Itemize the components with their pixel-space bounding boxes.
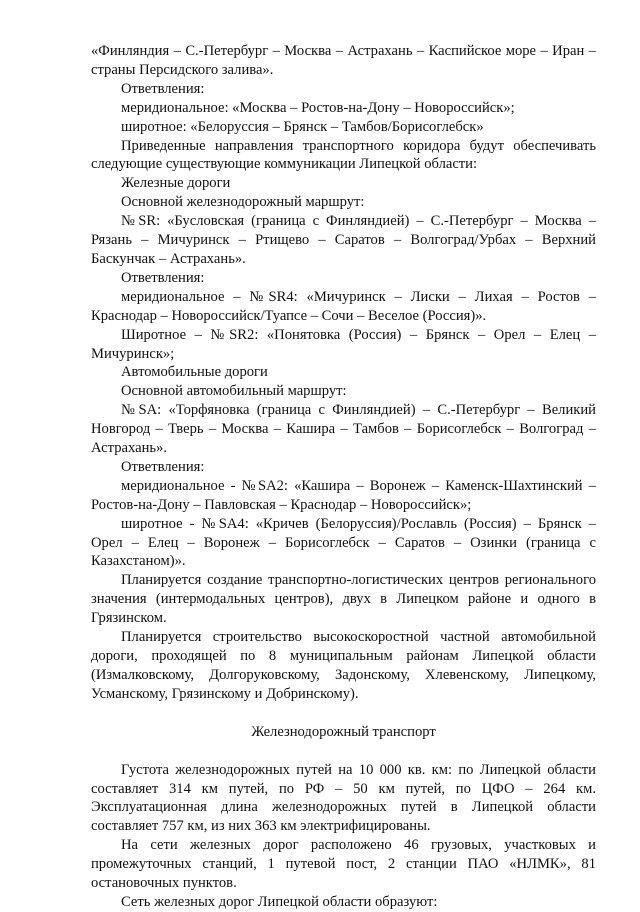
paragraph: Густота железнодорожных путей на 10 000 кв. км: по Липецкой области составляет 314 км путей, по РФ – 50 км путей, по ЦФО – 264 км. Эксплуатационная длина железнодорожных путей в Липецкой области составляет 757 км, из них 363 км электрифицированы.: [91, 761, 596, 835]
paragraph: Основной железнодорожный маршрут:: [121, 194, 365, 211]
paragraph: Ответвления:: [121, 458, 205, 475]
paragraph: «Финляндия – С.-Петербург – Москва – Астрахань – Каспийское море – Иран – страны Персидского залива».: [91, 43, 596, 78]
paragraph: Приведенные направления транспортного коридора будут обеспечивать следующие существующие коммуникации Липецкой области:: [91, 137, 596, 173]
paragraph: широтное - №SA4: «Кричев (Белоруссия)/Рославль (Россия) – Брянск – Орел – Елец – Воронеж – Борисоглебск – Саратов – Озинки (граница с Казахстаном)».: [91, 515, 596, 570]
paragraph: Железные дороги: [121, 175, 231, 192]
paragraph: №SA: «Торфяновка (граница с Финляндией) – С.-Петербург – Великий Новгород – Тверь – Москва – Кашира – Тамбов – Борисоглебск – Волгоград – Астрахань».: [91, 402, 596, 457]
document-body: [91, 42, 596, 912]
paragraph: Планируется строительство высокоскоростной частной автомобильной дороги, проходящей по 8 муниципальным районам Липецкой области (Измалковскому, Долгоруковскому, Задонскому, Хлевенскому, Липецкому, Усманскому, Грязинскому и Добринскому).: [91, 629, 596, 702]
paragraph: Планируется создание транспортно-логистических центров регионального значения (интермодальных центров), двух в Липецком районе и одного в Грязинском.: [91, 572, 596, 627]
paragraph: Ответвления:: [121, 80, 205, 97]
paragraph: Автомобильные дороги: [121, 364, 268, 381]
paragraph: Сеть железных дорог Липецкой области образуют:: [121, 893, 438, 910]
paragraph: №SR: «Бусловская (граница с Финляндией) – С.-Петербург – Москва – Рязань – Мичуринск – Ртищево – Саратов – Волгоград/Урбах – Верхний Баскунчак – Астрахань».: [91, 213, 596, 267]
paragraph: Основной автомобильный маршрут:: [121, 383, 347, 400]
section-heading: Железнодорожный транспорт: [251, 723, 436, 740]
paragraph: На сети железных дорог расположено 46 грузовых, участковых и промежуточных станций, 1 путевой пост, 2 станции ПАО «НЛМК», 81 остановочных пунктов.: [91, 837, 596, 892]
paragraph: Ответвления:: [121, 269, 205, 286]
paragraph: меридиональное – №SR4: «Мичуринск – Лиски – Лихая – Ростов – Краснодар – Новороссийск/Туапсе – Сочи – Веселое (Россия)».: [91, 288, 596, 324]
paragraph: Широтное – №SR2: «Понятовка (Россия) – Брянск – Орел – Елец – Мичуринск»;: [91, 326, 596, 362]
paragraph: меридиональное: «Москва – Ростов-на-Дону – Новороссийск»;: [121, 99, 515, 116]
paragraph: меридиональное - №SA2: «Кашира – Воронеж – Каменск-Шахтинский – Ростов-на-Дону – Павловская – Краснодар – Новороссийск»;: [91, 477, 596, 513]
paragraph: широтное: «Белоруссия – Брянск – Тамбов/Борисоглебск»: [121, 118, 484, 135]
